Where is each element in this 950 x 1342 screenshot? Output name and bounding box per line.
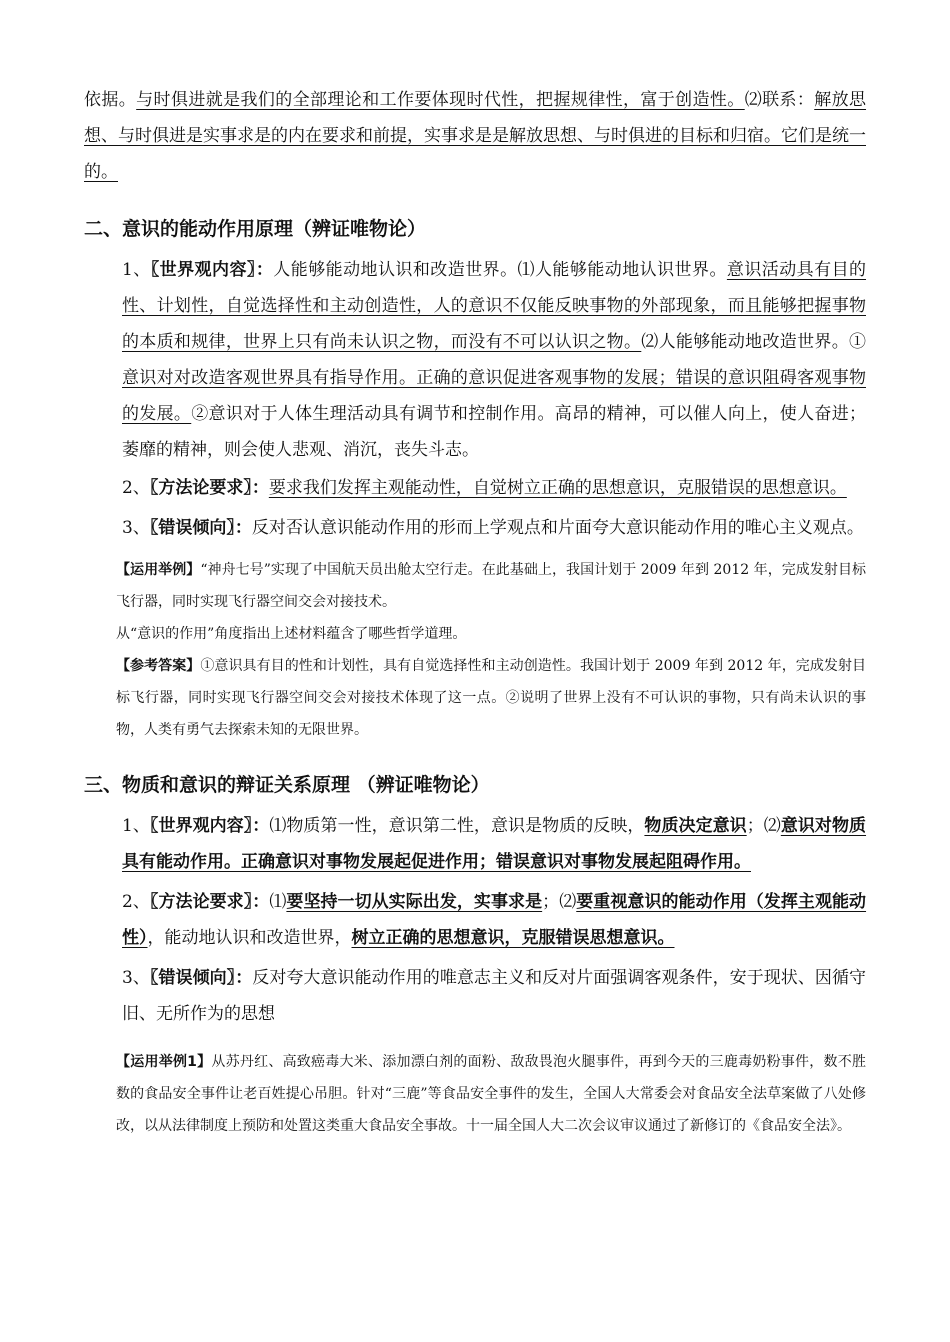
s2-item-2 bbox=[84, 470, 866, 506]
s3-item-1 bbox=[84, 808, 866, 880]
s2-answer-text: ①意识具有目的性和计划性，具有自觉选择性和主动创造性。我国计划于 2009 年到 2012 年，完成发射目标飞行器，同时实现飞行器空间交会对接技术体现了这一点。②说明了世界上没有不可认识的事物，只有尚未认识的事物，人类有勇气去探索未知的无限世界。 bbox=[116, 658, 867, 738]
spacer bbox=[84, 546, 866, 554]
s3-item-1-text-1: ⑴物质第一性，意识第二性，意识是物质的反映， bbox=[269, 816, 645, 836]
s3-item-2-number: 2、 bbox=[122, 892, 150, 912]
s3-item-2 bbox=[84, 884, 866, 956]
s2-item-2-label: 〖方法论要求〗： bbox=[149, 478, 269, 498]
s3-item-3-number: 3、 bbox=[122, 968, 150, 988]
s3-item-1-bold-1: 物质决定意识 bbox=[644, 816, 747, 836]
s2-answer bbox=[84, 650, 866, 746]
s3-item-1-label: 〖世界观内容〗： bbox=[149, 816, 270, 836]
s3-item-2-bold-3: 树立正确的思想意识，克服错误思想意识。 bbox=[351, 928, 675, 948]
s2-example-text: “神舟七号”实现了中国航天员出舱太空行走。在此基础上，我国计划于 2009 年到 2012 年，完成发射目标飞行器，同时实现飞行器空间交会对接技术。 bbox=[116, 562, 866, 610]
s2-example-question-text: 从“意识的作用”角度指出上述材料蕴含了哪些哲学道理。 bbox=[116, 626, 467, 642]
intro-text-2: ⑵联系： bbox=[744, 90, 815, 110]
s2-item-1-label: 〖世界观内容〗： bbox=[150, 260, 274, 280]
s2-item-1-text-1: 人能够能动地认识和改造世界。⑴人能够能动地认识世界。 bbox=[273, 260, 727, 280]
s2-item-1-underlined-2: 意识对对改造客观世界具有指导作用。正确的意识促进客观事物的发展；错误的意识阻碍客观事物的发展。 bbox=[122, 368, 866, 424]
s2-example-tag: 【运用举例】 bbox=[116, 562, 201, 578]
s3-item-2-label: 〖方法论要求〗： bbox=[149, 892, 270, 912]
s2-item-1-text-2: ⑵人能够能动地改造世界。① bbox=[641, 332, 867, 352]
s3-item-3-label: 〖错误倾向〗： bbox=[149, 968, 253, 988]
s3-item-2-text-1: ⑴ bbox=[269, 892, 287, 912]
spacer bbox=[84, 190, 866, 198]
s3-example bbox=[84, 1046, 866, 1142]
s2-item-1-underlined-1: 意识活动具有目的性、计划性，自觉选择性和主动创造性，人的意识不仅能反映事物的外部现象，而且能够把握事物的本质和规律，世界上只有尚未认识之物，而没有不可以认识之物。 bbox=[122, 260, 867, 352]
s3-item-2-bold-1: 要坚持一切从实际出发，实事求是 bbox=[286, 892, 543, 912]
s2-answer-tag: 【参考答案】 bbox=[116, 658, 201, 674]
intro-text-1: 依据。 bbox=[84, 90, 137, 110]
s2-item-2-number: 2、 bbox=[122, 478, 150, 498]
s2-item-1 bbox=[84, 252, 866, 468]
intro-underlined-1: 与时俱进就是我们的全部理论和工作要体现时代性，把握规律性，富于创造性。 bbox=[136, 90, 745, 110]
s3-item-2-text-3: ，能动地认识和改造世界， bbox=[147, 928, 352, 948]
section-2-heading: 二、意识的能动作用原理（辨证唯物论） bbox=[84, 218, 427, 240]
s2-example bbox=[84, 554, 866, 618]
intro-paragraph bbox=[84, 82, 866, 190]
section-3-heading: 三、物质和意识的辩证关系原理 （辨证唯物论） bbox=[84, 774, 490, 796]
spacer bbox=[84, 746, 866, 754]
s2-item-2-underlined: 要求我们发挥主观能动性，自觉树立正确的思想意识，克服错误的思想意识。 bbox=[268, 478, 847, 498]
s3-item-3-text: 反对夸大意识能动作用的唯意志主义和反对片面强调客观条件，安于现状、因循守旧、无所作为的思想 bbox=[122, 968, 867, 1024]
s3-item-1-text-2: ；⑵ bbox=[746, 816, 781, 836]
s3-item-2-text-2: ；⑵ bbox=[542, 892, 577, 912]
spacer bbox=[84, 1032, 866, 1046]
s3-example-text: 从苏丹红、高致癌毒大米、添加漂白剂的面粉、敌敌畏泡火腿事件，再到今天的三鹿毒奶粉事件，数不胜数的食品安全事件让老百姓提心吊胆。针对“三鹿”等食品安全事件的发生，全国人大常委会对食品安全法草案做了八处修改，以从法律制度上预防和处置这类重大食品安全事故。十一届全国人大二次会议审议通过了新修订的《食品安全法》。 bbox=[116, 1054, 866, 1134]
s3-item-2-bold-2: 要重视意识的能动作用（发挥主观能动性） bbox=[122, 892, 867, 948]
s2-item-3-number: 3、 bbox=[122, 518, 150, 538]
s3-item-1-number: 1、 bbox=[122, 816, 150, 836]
s2-item-1-text-3: ②意识对于人体生理活动具有调节和控制作用。高昂的精神，可以催人向上，使人奋进；萎靡的精神，则会使人悲观、消沉，丧失斗志。 bbox=[122, 404, 867, 460]
s3-item-3 bbox=[84, 960, 866, 1032]
s2-item-3-label: 〖错误倾向〗： bbox=[149, 518, 252, 538]
s2-item-3 bbox=[84, 510, 866, 546]
s3-example-tag: 【运用举例1】 bbox=[116, 1054, 212, 1070]
s2-item-1-number: 1、 bbox=[122, 260, 151, 280]
s2-example-question bbox=[84, 618, 866, 650]
s3-item-1-bold-2: 意识对物质具有能动作用。正确意识对事物发展起促进作用；错误意识对事物发展起阻碍作用。 bbox=[122, 816, 867, 872]
intro-underlined-2: 解放思想、与时俱进是实事求是的内在要求和前提，实事求是是解放思想、与时俱进的目标和归宿。它们是统一的。 bbox=[84, 90, 867, 182]
s2-item-3-text: 反对否认意识能动作用的形而上学观点和片面夸大意识能动作用的唯心主义观点。 bbox=[251, 518, 864, 538]
